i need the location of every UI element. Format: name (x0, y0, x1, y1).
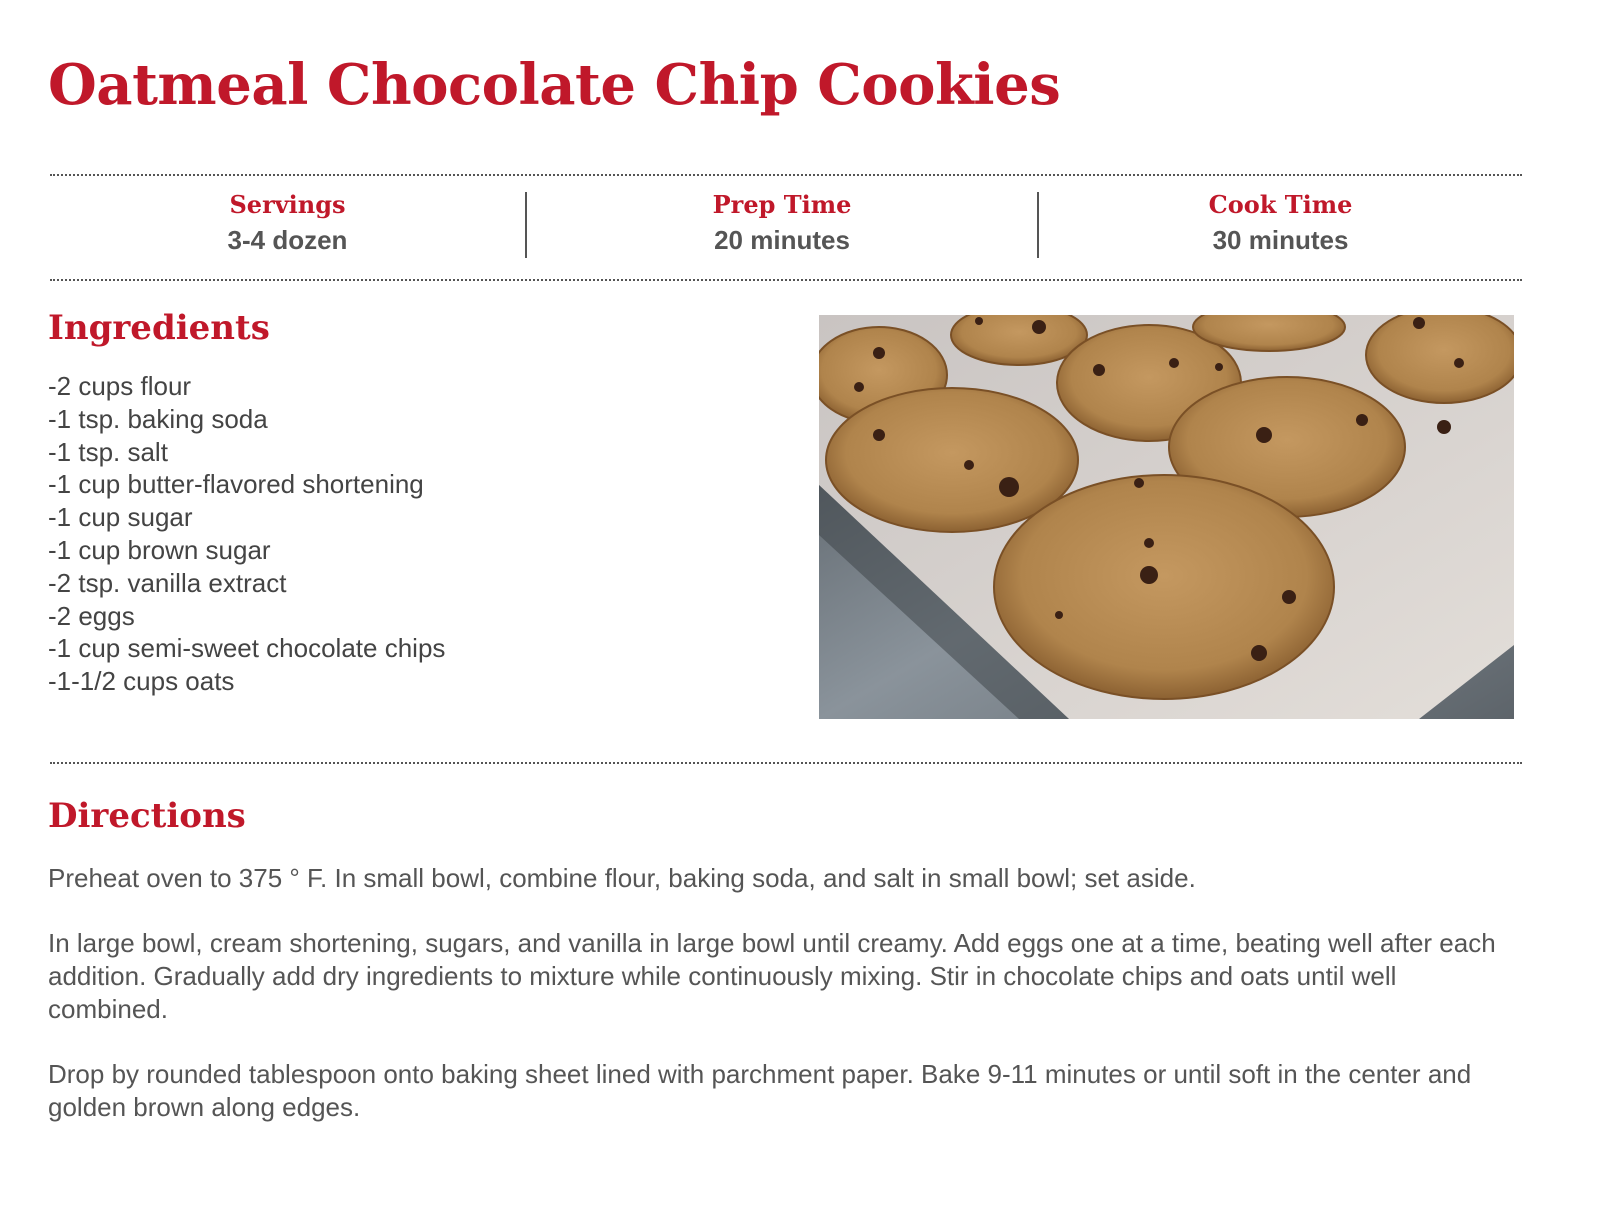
ingredient-item: -2 eggs (48, 600, 135, 631)
ingredient-item: -2 cups flour (48, 371, 192, 401)
prep-time-value: 20 minutes (714, 225, 850, 255)
ingredient-item: -1 cup semi-sweet chocolate chips (48, 633, 446, 664)
recipe-title: Oatmeal Chocolate Chip Cookies (48, 52, 1061, 118)
direction-step: Drop by rounded tablespoon onto baking sheet lined with parchment paper. Bake 9-11 minutes or until soft in the center and golden brown along edges. (48, 1059, 1472, 1122)
prep-time-block (527, 186, 1037, 260)
divider-directions (50, 762, 1522, 764)
cook-time-label: Cook Time (1208, 190, 1353, 219)
divider-meta-bottom (50, 279, 1522, 281)
servings-block (50, 186, 525, 260)
servings-value: 3-4 dozen (227, 225, 348, 255)
cookie-photo-illustration (819, 315, 1514, 719)
recipe-meta (50, 186, 1522, 260)
cookie-photo (819, 315, 1514, 719)
ingredients-heading: Ingredients (48, 308, 270, 348)
cook-time-block (1039, 186, 1522, 260)
directions-heading: Directions (48, 796, 246, 836)
ingredient-item: -1 cup sugar (48, 502, 193, 533)
ingredient-item: -1 tsp. salt (48, 436, 168, 467)
ingredient-item: -1 cup brown sugar (48, 534, 271, 565)
ingredients-list (48, 370, 445, 698)
ingredient-item: -1-1/2 cups oats (48, 666, 235, 697)
prep-time-label: Prep Time (712, 190, 852, 219)
cook-time-value: 30 minutes (1212, 225, 1349, 255)
ingredient-item: -1 cup butter-flavored shortening (48, 469, 424, 500)
servings-label: Servings (229, 190, 346, 219)
direction-step: In large bowl, cream shortening, sugars, and vanilla in large bowl until creamy. Add eggs one at a time, beating well after each addition. Gradually add dry ingredients to mixture while continuously mixing. Stir in chocolate chips and oats until well combined. (48, 928, 1496, 1024)
ingredient-item: -2 tsp. vanilla extract (48, 567, 287, 598)
directions-body (48, 862, 1518, 1156)
divider-top (50, 174, 1522, 176)
ingredient-item: -1 tsp. baking soda (48, 403, 268, 434)
direction-step: Preheat oven to 375 ° F. In small bowl, combine flour, baking soda, and salt in small bowl; set aside. (48, 863, 1196, 893)
